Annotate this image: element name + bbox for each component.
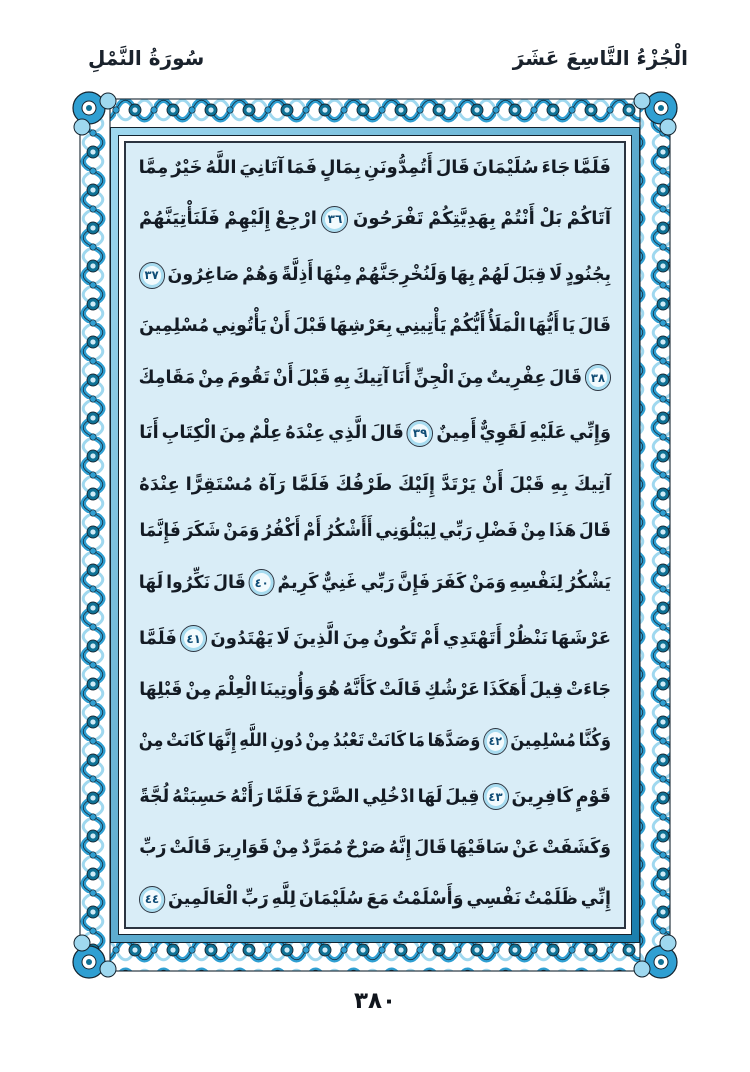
- quran-word: قَالَ: [435, 157, 470, 178]
- quran-word: وَإِنِّي: [569, 422, 611, 444]
- quran-word: قَالَ: [370, 422, 404, 444]
- quran-word: إِنَّهُ: [388, 837, 412, 859]
- quran-word: لُجَّةً: [139, 785, 170, 807]
- quran-word: تَقُومَ: [227, 366, 270, 388]
- quran-word: فَإِنَّمَا: [139, 520, 181, 542]
- quran-word: إِنِّي: [580, 888, 611, 910]
- quran-word: إِلَيْهِمْ: [224, 208, 271, 230]
- quran-word: مُمَرَّدٌ: [301, 837, 344, 859]
- text-panel: [124, 141, 626, 929]
- quran-word: أَمْ: [303, 520, 322, 542]
- quran-word: آتَانِيَ: [239, 157, 284, 178]
- quran-word: أَنْتُمْ: [500, 208, 535, 230]
- quran-word: عِنْدَهُ: [139, 473, 180, 495]
- quran-word: مِنْ: [272, 837, 299, 859]
- quran-word: لَهَا: [138, 571, 164, 593]
- quran-word: الْجِنِّ: [413, 366, 455, 388]
- quran-word: قَبْلَ: [296, 366, 331, 388]
- quran-line: [138, 569, 611, 596]
- quran-word: فَلَمَّا: [573, 157, 611, 178]
- quran-word: مِنَ: [342, 627, 370, 649]
- quran-word: تَفْرَحُونَ: [353, 208, 424, 230]
- quran-word: أَنَا: [139, 422, 159, 444]
- quran-word: كَأَنَّهُ: [342, 678, 377, 700]
- quran-word: هَذَا: [548, 520, 577, 542]
- quran-word: عَنْ: [512, 837, 540, 859]
- quran-word: اللَّهُ: [205, 157, 237, 178]
- quran-word: كَرِيمٌ: [277, 571, 319, 593]
- quran-word: عَرْشُكِ: [424, 678, 480, 700]
- quran-line: [139, 420, 611, 447]
- quran-word: هُوَ: [317, 678, 340, 700]
- quran-word: بِهَدِيَّتِكُمْ: [428, 208, 496, 230]
- quran-word: سُلَيْمَانَ: [298, 888, 364, 910]
- verse-number-medallion: ٤٢: [483, 728, 507, 755]
- quran-word: سُلَيْمَانَ: [472, 157, 539, 178]
- quran-word: الْمَلَأُ: [488, 315, 526, 337]
- quran-word: قَبْلَ: [509, 473, 545, 495]
- juz-label: الْجُزْءُ التَّاسِعَ عَشَرَ: [512, 46, 688, 70]
- quran-word: بِجُنُودٍ: [565, 264, 611, 286]
- quran-word: رَبِّي: [360, 571, 395, 593]
- quran-word: قَبْلِهَا: [139, 678, 183, 700]
- quran-word: يَا: [562, 315, 576, 337]
- quran-line: [138, 728, 611, 755]
- quran-word: كَانَتْ: [366, 730, 406, 752]
- quran-word: حَسِبَتْهُ: [172, 785, 228, 807]
- quran-word: قَالَ: [414, 837, 447, 859]
- quran-word: عَلَيْهِ: [529, 422, 567, 444]
- quran-word: وَكَشَفَتْ: [542, 837, 611, 859]
- quran-word: فَلَمَّا: [266, 785, 304, 807]
- quran-word: الْعِلْمَ: [214, 678, 258, 700]
- quran-word: قَالَتْ: [169, 837, 212, 859]
- surah-label: سُورَةُ النَّمْلِ: [88, 46, 205, 70]
- quran-word: أَتَهْتَدِي: [442, 627, 502, 649]
- quran-word: فَلَنَأْتِيَنَّهُمْ: [139, 208, 220, 230]
- quran-word: ظَلَمْتُ: [524, 888, 578, 910]
- quran-word: أَنْ: [481, 473, 504, 495]
- quran-line: [138, 157, 611, 178]
- verse-number-medallion: ٤١: [180, 625, 207, 652]
- quran-word: قَالَ: [578, 315, 611, 337]
- quran-word: أَمِينٌ: [436, 422, 477, 444]
- quran-word: لَقَوِيٌّ: [479, 422, 527, 444]
- quran-word: جَاءَتْ: [565, 678, 611, 700]
- quran-word: وَصَدَّهَا: [427, 730, 481, 752]
- quran-word: مَا: [408, 730, 425, 752]
- quran-word: آتِيكَ: [573, 473, 611, 495]
- quran-word: يَشْكُرُ: [566, 571, 611, 593]
- quran-line: [139, 206, 611, 233]
- quran-word: لِلَّهِ: [271, 888, 296, 910]
- quran-word: لَا: [549, 264, 563, 286]
- quran-line: [139, 473, 611, 495]
- quran-line: [139, 315, 611, 337]
- quran-word: وَلَنُخْرِجَنَّهُمْ: [355, 264, 448, 286]
- quran-word: طَرْفُكَ: [335, 473, 393, 495]
- quran-line: [144, 886, 611, 913]
- quran-line: [144, 262, 611, 289]
- quran-word: فَضْلِ: [475, 520, 518, 542]
- quran-line: [139, 837, 611, 859]
- quran-word: نَفْسِي: [466, 888, 522, 910]
- quran-word: الَّذِي: [328, 422, 368, 444]
- quran-word: أَكْفُرُ: [262, 520, 301, 542]
- quran-word: وَأُوتِينَا: [259, 678, 315, 700]
- quran-word: بِهِ: [333, 366, 351, 388]
- quran-word: رَبِّي: [439, 520, 473, 542]
- quran-word: وَمَنْ: [469, 571, 507, 593]
- quran-line: [138, 364, 611, 391]
- quran-line: [139, 783, 611, 810]
- verse-number-medallion: ٤٣: [482, 783, 508, 810]
- verse-number-medallion: ٣٦: [321, 206, 348, 233]
- quran-word: أَتُمِدُّونَنِ: [363, 157, 433, 178]
- quran-word: مَعَ: [366, 888, 390, 910]
- quran-word: اللَّهِ: [239, 730, 268, 752]
- verse-number-medallion: ٤٠: [249, 569, 275, 596]
- quran-word: إِلَيْكَ: [398, 473, 436, 495]
- quran-word: لِيَبْلُوَنِي: [375, 520, 437, 542]
- quran-word: قِبَلَ: [512, 264, 547, 286]
- quran-word: يَأْتِينِي: [395, 315, 447, 337]
- quran-word: فَإِنَّ: [397, 571, 431, 593]
- quran-word: الصَّرْحَ: [306, 785, 360, 807]
- quran-word: صَرْحٌ: [346, 837, 386, 859]
- quran-word: بِهَا: [450, 264, 475, 286]
- quran-word: مِمَّا: [138, 157, 169, 178]
- quran-word: غَنِيٌّ: [321, 571, 358, 593]
- quran-word: مِنْ: [138, 730, 164, 752]
- quran-word: رَآهُ: [258, 473, 286, 495]
- quran-word: قِيلَ: [445, 785, 480, 807]
- quran-word: قَبْلَ: [293, 315, 328, 337]
- quran-word: نَنْظُرْ: [505, 627, 548, 649]
- quran-word: لَهَا: [417, 785, 443, 807]
- quran-word: لِنَفْسِهِ: [509, 571, 564, 593]
- quran-lines: [139, 159, 611, 913]
- quran-word: أَذِلَّةً: [281, 264, 314, 286]
- quran-line: [139, 520, 611, 542]
- quran-word: مِنْ: [198, 366, 225, 388]
- quran-word: بِهِ: [550, 473, 569, 495]
- quran-word: أَيُّكُمْ: [449, 315, 486, 337]
- quran-word: كَفَرَ: [432, 571, 467, 593]
- quran-word: رَبِّ: [139, 837, 167, 859]
- quran-word: يَرْتَدَّ: [440, 473, 477, 495]
- quran-word: وَهُمْ: [242, 264, 279, 286]
- quran-word: عِنْدَهُ: [285, 422, 326, 444]
- verse-number-medallion: ٤٤: [139, 886, 165, 913]
- page-number: ٣٨٠: [353, 988, 397, 1014]
- quran-line: [139, 678, 611, 700]
- quran-word: إِنَّهَا: [207, 730, 237, 752]
- quran-word: قَالَ: [549, 366, 583, 388]
- quran-word: بَلْ: [539, 208, 563, 230]
- quran-word: لَهُمْ: [477, 264, 510, 286]
- quran-word: مُسْتَقِرًّا: [185, 473, 253, 495]
- quran-word: قَالَ: [212, 571, 246, 593]
- verse-number-medallion: ٣٨: [585, 364, 611, 391]
- quran-word: شَكَرَ: [183, 520, 221, 542]
- quran-word: لَا: [276, 627, 290, 649]
- quran-word: بِعَرْشِهَا: [329, 315, 393, 337]
- quran-word: مِنْ: [520, 520, 547, 542]
- quran-word: خَيْرٌ: [171, 157, 203, 178]
- quran-word: آتِيكَ: [353, 366, 389, 388]
- quran-word: أَنَا: [391, 366, 411, 388]
- quran-word: نَكِّرُوا: [166, 571, 211, 593]
- verse-number-medallion: ٣٧: [139, 262, 165, 289]
- quran-word: قَالَ: [578, 520, 611, 542]
- quran-word: مِنْ: [185, 678, 212, 700]
- quran-word: قَالَتْ: [379, 678, 422, 700]
- quran-word: يَهْتَدُونَ: [210, 627, 274, 649]
- quran-word: قَوَارِيرَ: [214, 837, 270, 859]
- quran-word: أَنْ: [272, 366, 294, 388]
- quran-word: مِنَ: [219, 422, 247, 444]
- quran-word: سَاقَيْهَا: [449, 837, 510, 859]
- quran-word: رَبِّ: [241, 888, 269, 910]
- quran-word: أَأَشْكُرُ: [324, 520, 373, 542]
- quran-word: عَرْشَهَا: [551, 627, 611, 649]
- quran-line: [139, 625, 611, 652]
- quran-word: أَهَكَذَا: [482, 678, 527, 700]
- quran-word: مِنْ: [305, 730, 331, 752]
- quran-word: بِمَالٍ: [320, 157, 361, 178]
- quran-word: آتَاكُمْ: [566, 208, 611, 230]
- quran-word: قِيلَ: [529, 678, 564, 700]
- verse-number-medallion: ٣٩: [407, 420, 434, 447]
- quran-word: فَلَمَّا: [139, 627, 177, 649]
- quran-word: مِنْهَا: [316, 264, 353, 286]
- quran-word: الْعَالَمِينَ: [168, 888, 239, 910]
- quran-word: مِنَ: [457, 366, 484, 388]
- quran-word: وَكُنَّا: [578, 730, 611, 752]
- quran-word: عِفْرِيتٌ: [486, 366, 547, 388]
- quran-word: ارْجِعْ: [275, 208, 317, 230]
- quran-word: وَمَنْ: [223, 520, 260, 542]
- quran-word: وَأَسْلَمْتُ: [392, 888, 464, 910]
- quran-word: يَأْتُونِي: [211, 315, 267, 337]
- quran-word: الْكِتَابِ: [161, 422, 217, 444]
- quran-word: قَوْمٍ: [575, 785, 611, 807]
- quran-word: جَاءَ: [541, 157, 571, 178]
- quran-word: كَافِرِينَ: [511, 785, 573, 807]
- quran-word: مُسْلِمِينَ: [139, 315, 210, 337]
- quran-word: صَاغِرُونَ: [167, 264, 240, 286]
- quran-word: ادْخُلِي: [362, 785, 415, 807]
- quran-word: فَمَا: [286, 157, 318, 178]
- quran-word: تَكُونُ: [373, 627, 418, 649]
- quran-word: مُسْلِمِينَ: [510, 730, 576, 752]
- quran-word: عِلْمٌ: [249, 422, 283, 444]
- quran-word: مَقَامِكَ: [138, 366, 196, 388]
- quran-word: كَانَتْ: [166, 730, 206, 752]
- quran-word: أَمْ: [420, 627, 440, 649]
- quran-word: رَأَتْهُ: [230, 785, 264, 807]
- quran-word: أَنْ: [269, 315, 291, 337]
- quran-word: أَيُّهَا: [528, 315, 560, 337]
- quran-word: دُونِ: [270, 730, 303, 752]
- quran-word: تَعْبُدُ: [332, 730, 365, 752]
- quran-word: الَّذِينَ: [293, 627, 340, 649]
- quran-word: فَلَمَّا: [291, 473, 330, 495]
